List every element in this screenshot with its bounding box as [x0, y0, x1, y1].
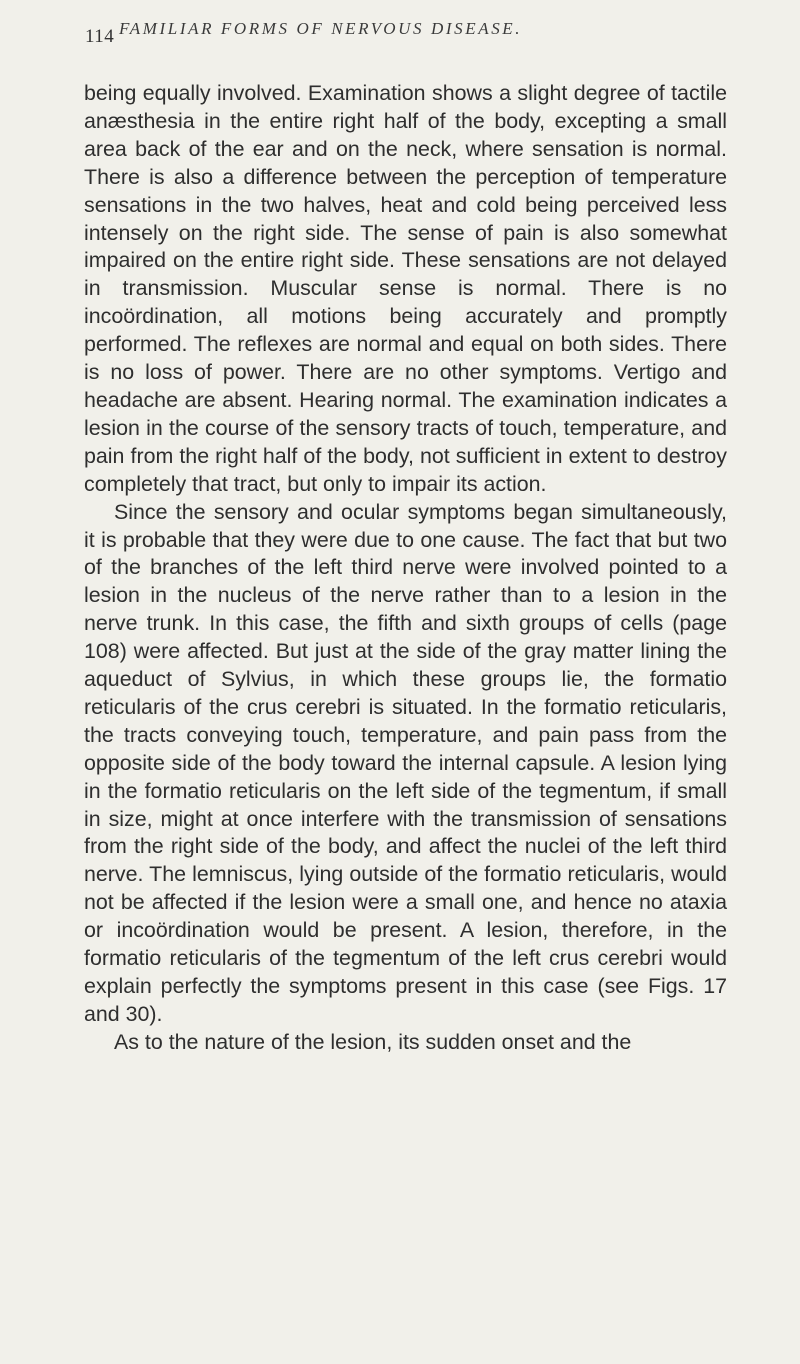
paragraph-2: Since the sensory and ocular symptoms began simultaneously, it is probable that they were due to one cause. The fact that but two of the branches of the left third nerve were involved pointed to a lesion in the nucleus of the nerve rather than to a lesion in the nerve trunk. In this case, the fifth and sixth groups of cells (page 108) were affected. But just at the side of the gray matter lining the aqueduct of Sylvius, in which these groups lie, the formatio reticularis of the crus cerebri is situated. In the formatio reticularis, the tracts conveying touch, temperature, and pain pass from the opposite side of the body toward the internal capsule. A lesion lying in the formatio reticularis on the left side of the tegmentum, if small in size, might at once interfere with the transmission of sensations from the right side of the body, and affect the nuclei of the left third nerve. The lemniscus, lying outside of the formatio reticularis, would not be affected if the lesion were a small one, and hence no ataxia or incoördination would be present. A lesion, therefore, in the formatio reticularis of the tegmentum of the left crus cerebri would explain perfectly the symptoms present in this case (see Figs. 17 and 30).: [84, 499, 727, 1026]
body-text: [84, 80, 727, 1057]
running-title: FAMILIAR FORMS OF NERVOUS DISEASE.: [119, 19, 523, 38]
paragraph-1: being equally involved. Examination shows a slight degree of tactile anæsthesia in the entire right half of the body, excepting a small area back of the ear and on the neck, where sensation is normal. There is also a difference between the perception of temperature sensations in the two halves, heat and cold being perceived less intensely on the right side. The sense of pain is also somewhat impaired on the entire right side. These sensations are not delayed in transmission. Muscular sense is normal. There is no incoördination, all motions being accurately and promptly performed. The reflexes are normal and equal on both sides. There is no loss of power. There are no other symptoms. Vertigo and headache are absent. Hearing normal. The examination indicates a lesion in the course of the sensory tracts of touch, temperature, and pain from the right half of the body, not sufficient in extent to destroy completely that tract, but only to impair its action.: [84, 81, 727, 496]
running-head: [85, 18, 725, 50]
page-number: 114: [85, 26, 115, 47]
paragraph-3: As to the nature of the lesion, its sudden onset and the: [114, 1029, 632, 1054]
